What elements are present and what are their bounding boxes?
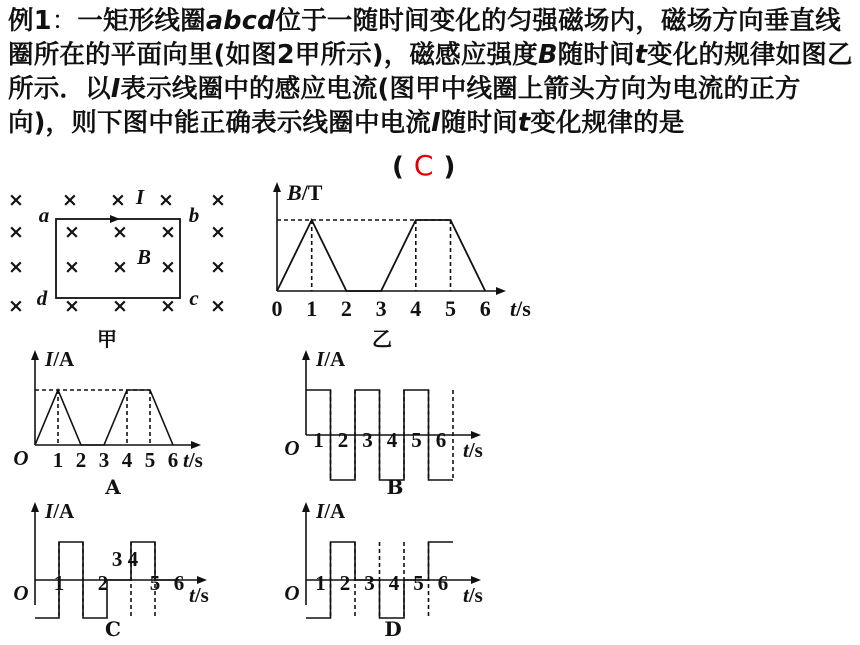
y-arrow-C	[31, 502, 39, 512]
field-cross: ×	[64, 256, 80, 278]
answer-open: (	[392, 152, 404, 182]
caption-jia: 甲	[97, 327, 117, 351]
field-cross: ×	[110, 189, 126, 211]
y-arrow-D	[302, 502, 310, 512]
y-label-B: I/A	[316, 347, 346, 371]
question-part: 一矩形线圈	[77, 6, 206, 36]
tick-label-D: 4	[388, 571, 400, 595]
tick-label-C: 3 4	[111, 547, 139, 571]
tick-label-A: 3	[98, 448, 110, 472]
origin-B: O	[284, 436, 300, 460]
x-label-yi: t/s	[510, 296, 531, 321]
tick-label-A: 1	[52, 448, 64, 472]
question-part: 表示线圈中的感应电流(图甲中线圈上箭头方向为电流的正方向)，则下图中能正确表示线圈中电流	[8, 74, 801, 138]
b-curve	[277, 220, 485, 291]
field-cross: ×	[210, 256, 226, 278]
question-number: 例1	[8, 6, 52, 36]
tick-label-C: 1	[53, 571, 65, 595]
tick-label-C: 2	[97, 571, 109, 595]
origin-C: O	[13, 581, 29, 605]
origin-D: O	[284, 581, 300, 605]
field-cross: ×	[62, 189, 78, 211]
origin-A: O	[13, 446, 29, 470]
field-cross: ×	[112, 256, 128, 278]
field-cross: ×	[158, 189, 174, 211]
tick-label-yi: 0	[271, 296, 283, 321]
question-part: 位于一随时间变化的匀强磁场内，磁场方向垂直线圈所在的平面向里(如图2甲所示)，磁感应强度	[8, 6, 841, 70]
tick-label-D: 1	[315, 571, 326, 595]
corner-a: a	[38, 203, 50, 227]
x-arrow-yi	[496, 287, 506, 295]
corner-d: d	[36, 286, 48, 310]
tick-label-D: 6	[437, 571, 449, 595]
question-part: 随时间	[557, 40, 635, 70]
symbol-i: I	[110, 74, 121, 104]
symbol-b: B	[537, 40, 558, 70]
question-part: 变化的规律如图乙所示．以	[8, 40, 853, 104]
answer-close: )	[443, 152, 456, 182]
coil-name: abcd	[205, 6, 276, 36]
field-label: B	[136, 245, 152, 269]
corner-c: c	[189, 286, 199, 310]
field-cross: ×	[8, 189, 24, 211]
tick-label-B: 5	[411, 428, 422, 452]
tick-label-A: 6	[167, 448, 179, 472]
tick-label-yi: 3	[375, 296, 387, 321]
field-cross: ×	[8, 221, 24, 243]
y-label-C: I/A	[45, 499, 75, 523]
question-sep: ：	[51, 6, 78, 36]
tick-label-D: 3	[364, 571, 375, 595]
y-label-A: I/A	[45, 347, 75, 371]
caption-yi: 乙	[372, 327, 392, 351]
corner-b: b	[188, 203, 200, 227]
tick-label-B: 4	[386, 428, 398, 452]
y-arrow-A	[31, 350, 39, 360]
tick-label-yi: 2	[340, 296, 352, 321]
question-part: 随时间	[440, 108, 518, 138]
y-label-D: I/A	[316, 499, 346, 523]
field-cross: ×	[160, 221, 176, 243]
x-label-C: t/s	[189, 583, 209, 607]
field-cross: ×	[64, 295, 80, 317]
tick-label-B: 1	[313, 428, 324, 452]
y-label-yi: B/T	[287, 180, 323, 205]
field-cross: ×	[64, 221, 80, 243]
field-cross: ×	[112, 295, 128, 317]
tick-label-B: 6	[435, 428, 447, 452]
current-label: I	[135, 185, 145, 209]
tick-label-yi: 5	[445, 296, 456, 321]
tick-label-A: 4	[121, 448, 133, 472]
symbol-t: t	[517, 108, 531, 138]
x-label-B: t/s	[463, 438, 483, 462]
field-cross: ×	[160, 256, 176, 278]
tick-label-B: 3	[362, 428, 373, 452]
question-part: 变化规律的是	[530, 108, 685, 138]
current-curve-A	[35, 390, 173, 445]
option-letter-A: A	[105, 475, 121, 499]
tick-label-C: 6	[173, 571, 185, 595]
field-cross: ×	[160, 295, 176, 317]
tick-label-D: 2	[339, 571, 351, 595]
tick-label-yi: 1	[306, 296, 318, 321]
tick-label-A: 5	[144, 448, 156, 472]
answer-choice: C	[413, 149, 434, 182]
field-cross: ×	[112, 221, 128, 243]
option-letter-D: D	[384, 617, 402, 641]
option-letter-C: C	[105, 617, 121, 641]
field-cross: ×	[8, 256, 24, 278]
x-label-D: t/s	[463, 583, 483, 607]
tick-label-C: 5	[149, 571, 161, 595]
tick-label-B: 2	[337, 428, 349, 452]
tick-label-yi: 4	[410, 296, 422, 321]
tick-label-A: 2	[75, 448, 87, 472]
field-cross: ×	[210, 221, 226, 243]
field-cross: ×	[8, 295, 24, 317]
x-label-A: t/s	[183, 448, 203, 472]
y-arrow-yi	[273, 182, 281, 192]
tick-label-D: 5	[413, 571, 424, 595]
option-letter-B: B	[386, 475, 404, 499]
symbol-i: I	[431, 108, 441, 138]
y-arrow-B	[302, 350, 310, 360]
tick-label-yi: 6	[479, 296, 491, 321]
field-cross: ×	[210, 189, 226, 211]
field-cross: ×	[210, 295, 226, 317]
symbol-t: t	[634, 40, 648, 70]
